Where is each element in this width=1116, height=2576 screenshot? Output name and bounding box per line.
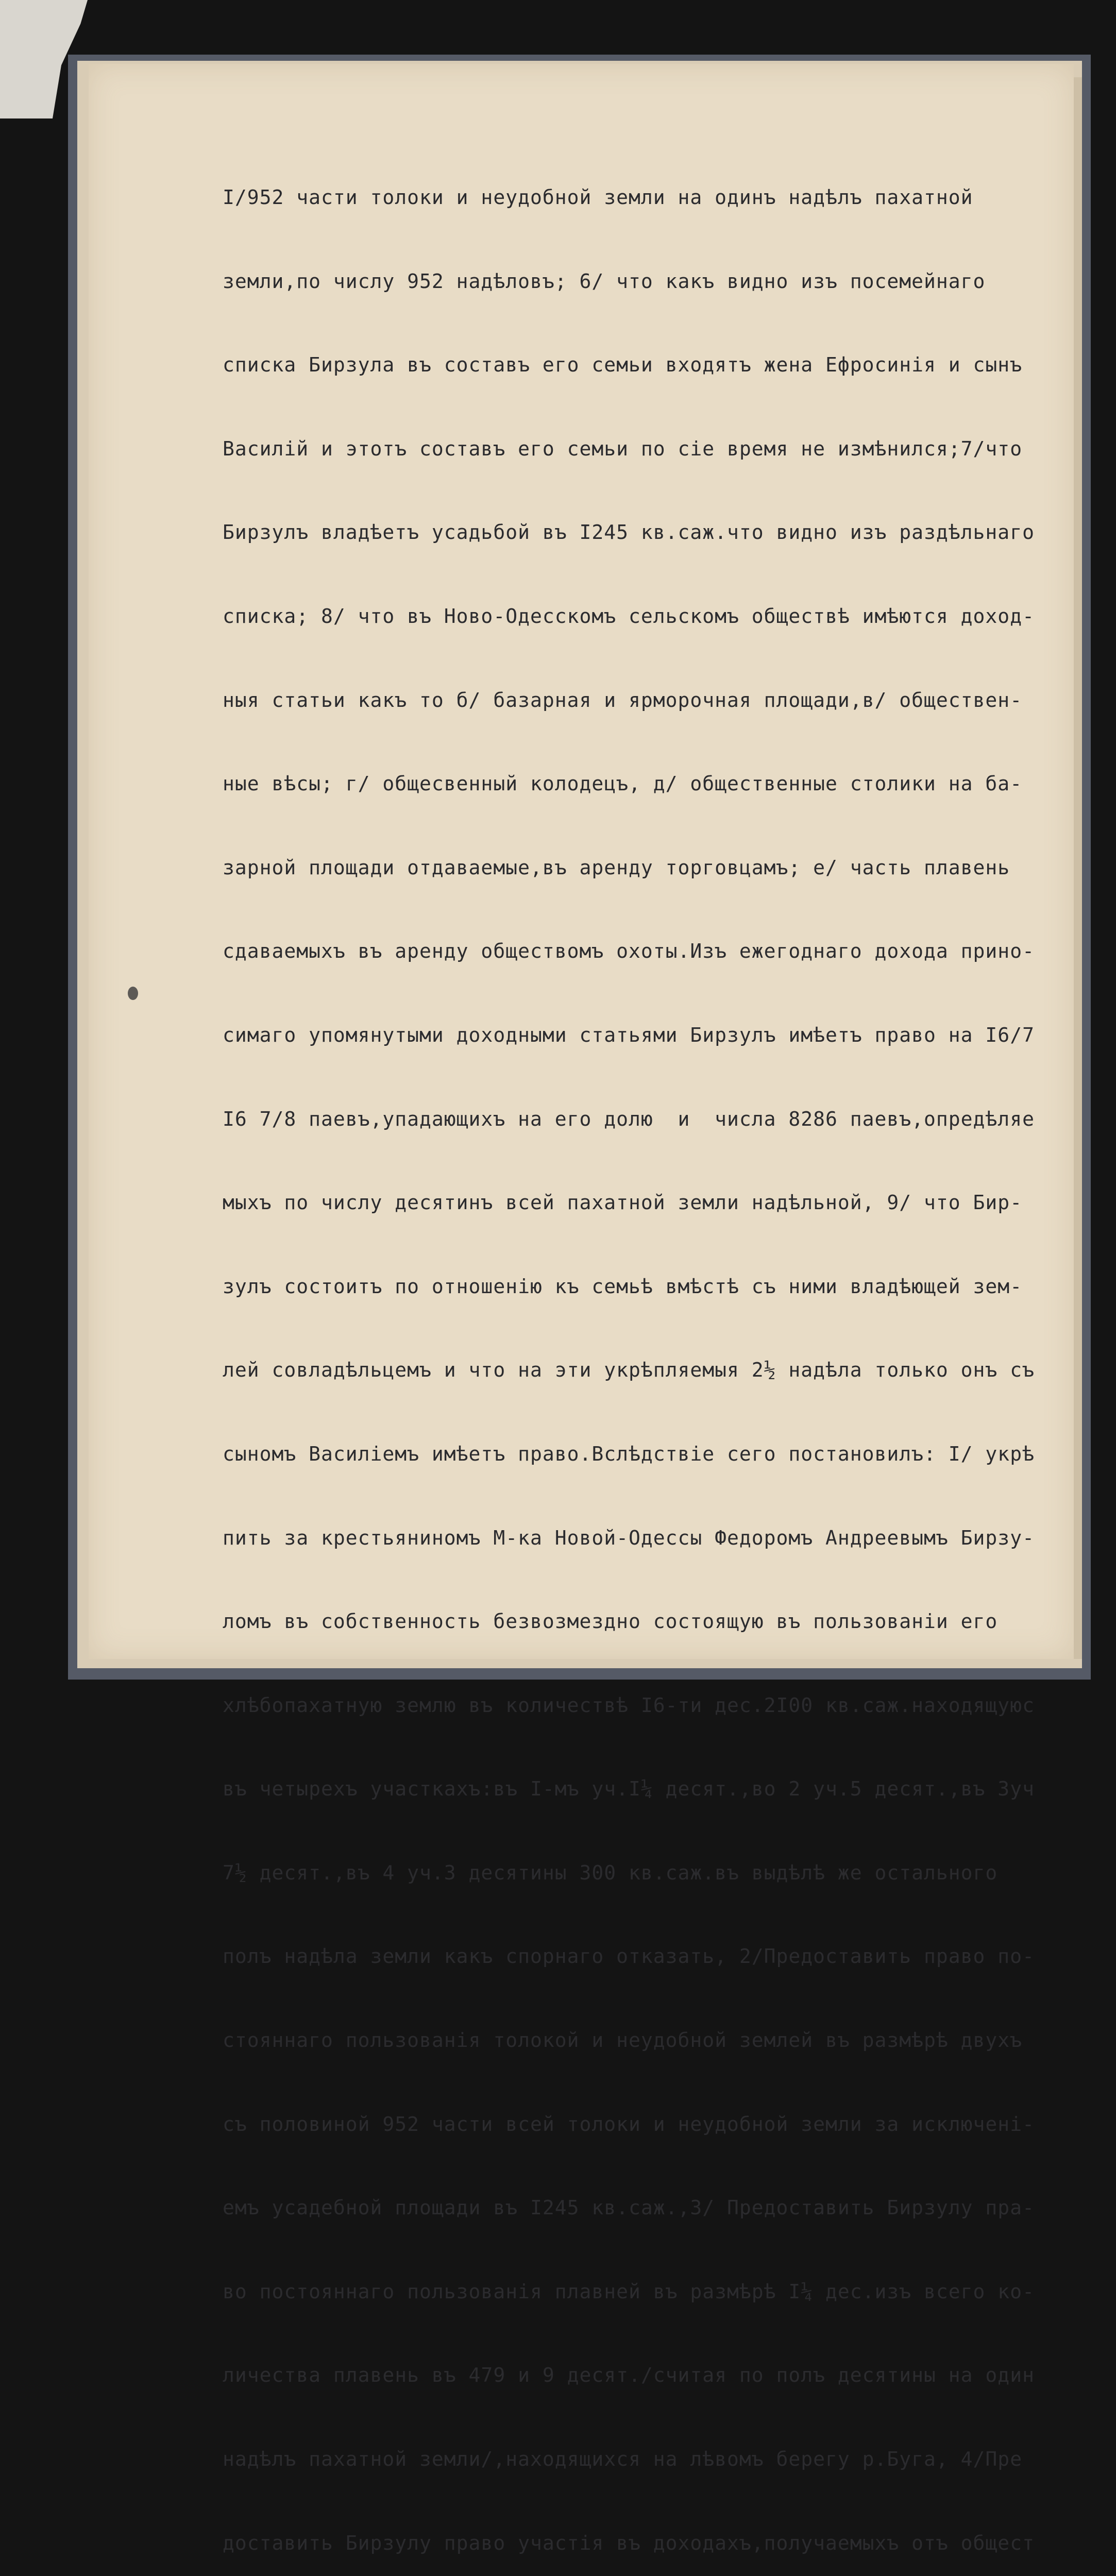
text-line: емъ усадебной площади въ I245 кв.саж.,3/ Предоставить Бирзулу пра- [223,2196,1035,2219]
text-line: пить за крестьяниномъ М-ка Новой-Одессы Федоромъ Андреевымъ Бирзу- [223,1526,1035,1549]
text-line: сдаваемыхъ въ аренду обществомъ охоты.Изъ ежегоднаго дохода прино- [223,940,1035,963]
text-line: I6 7/8 паевъ,упадающихъ на его долю и числа 8286 паевъ,опредѣляе [223,1107,1035,1130]
text-line: списка; 8/ что въ Ново-Одесскомъ сельскомъ обществѣ имѣются доход- [223,604,1035,628]
text-line: ныя статьи какъ то б/ базарная и ярморочная площади,в/ обществен- [223,688,1023,711]
text-line: во постояннаго пользованія плавней въ размѣрѣ I¼ дес.изъ всего ко- [223,2280,1035,2303]
text-line: лей совладѣльцемъ и что на эти укрѣпляемыя 2½ надѣла только онъ съ [223,1359,1035,1382]
text-line: Бирзулъ владѣетъ усадьбой въ I245 кв.саж.что видно изъ раздѣльнаго [223,521,1035,544]
text-line: ные вѣсы; г/ общесвенный колодецъ, д/ общественные столики на ба- [223,772,1023,795]
text-line: симаго упомянутыми доходными статьями Бирзулъ имѣетъ право на I6/7 [223,1023,1035,1046]
text-line: мыхъ по числу десятинъ всей пахатной земли надѣльной, 9/ что Бир- [223,1191,1023,1214]
typewritten-text [223,133,1068,2576]
ink-stain [128,987,138,1000]
text-line: съ половиной 952 части всей толоки и неудобной земли за исключені- [223,2112,1035,2136]
text-line: сыномъ Василіемъ имѣетъ право.Вслѣдствіе сего постановилъ: I/ укрѣ [223,1442,1035,1465]
text-line: надѣлъ пахатной земли/,находящихся на лѣвомъ берегу р.Буга, 4/Пре [223,2448,1023,2471]
text-line: стояннаго пользованія толокой и неудобной землей въ размѣрѣ двухъ [223,2029,1023,2052]
text-line: зарной площади отдаваемые,въ аренду торговцамъ; е/ часть плавень [223,856,1010,879]
text-line: ломъ въ собственность безвозмездно состоящую въ пользованіи его [223,1610,998,1633]
text-line: зулъ состоитъ по отношенію къ семьѣ вмѣстѣ съ ними владѣющей зем- [223,1275,1023,1298]
text-line: въ четырехъ участкахъ:въ I-мъ уч.I¼ десят.,во 2 уч.5 десят.,въ 3уч [223,1777,1035,1801]
text-line: личества плавень въ 479 и 9 десят./считая по полъ десятины на один [223,2364,1035,2387]
text-line: доставить Бирзулу право участія въ доходахъ,получаемыхъ отъ общест [223,2531,1035,2554]
text-line: Василій и этотъ составъ его семьи по сіе время не измѣнился;7/что [223,437,1023,460]
text-line: 7½ десят.,въ 4 уч.3 десятины 300 кв.саж.въ выдѣлѣ же остального [223,1861,998,1884]
text-line: полъ надѣла земли какъ спорнаго отказать, 2/Предоставить право по- [223,1945,1035,1968]
text-line: хлѣбопахатную землю въ количествѣ I6-ти дес.2I00 кв.саж.находящуюс [223,1693,1035,1717]
page-edge [1074,77,1082,1659]
text-line: земли,по числу 952 надѣловъ; 6/ что какъ видно изъ посемейнаго [223,269,986,293]
text-line: списка Бирзула въ составъ его семьи входятъ жена Ефросинія и сынъ [223,353,1023,377]
text-line: I/952 части толоки и неудобной земли на одинъ надѣлъ пахатной [223,186,973,209]
